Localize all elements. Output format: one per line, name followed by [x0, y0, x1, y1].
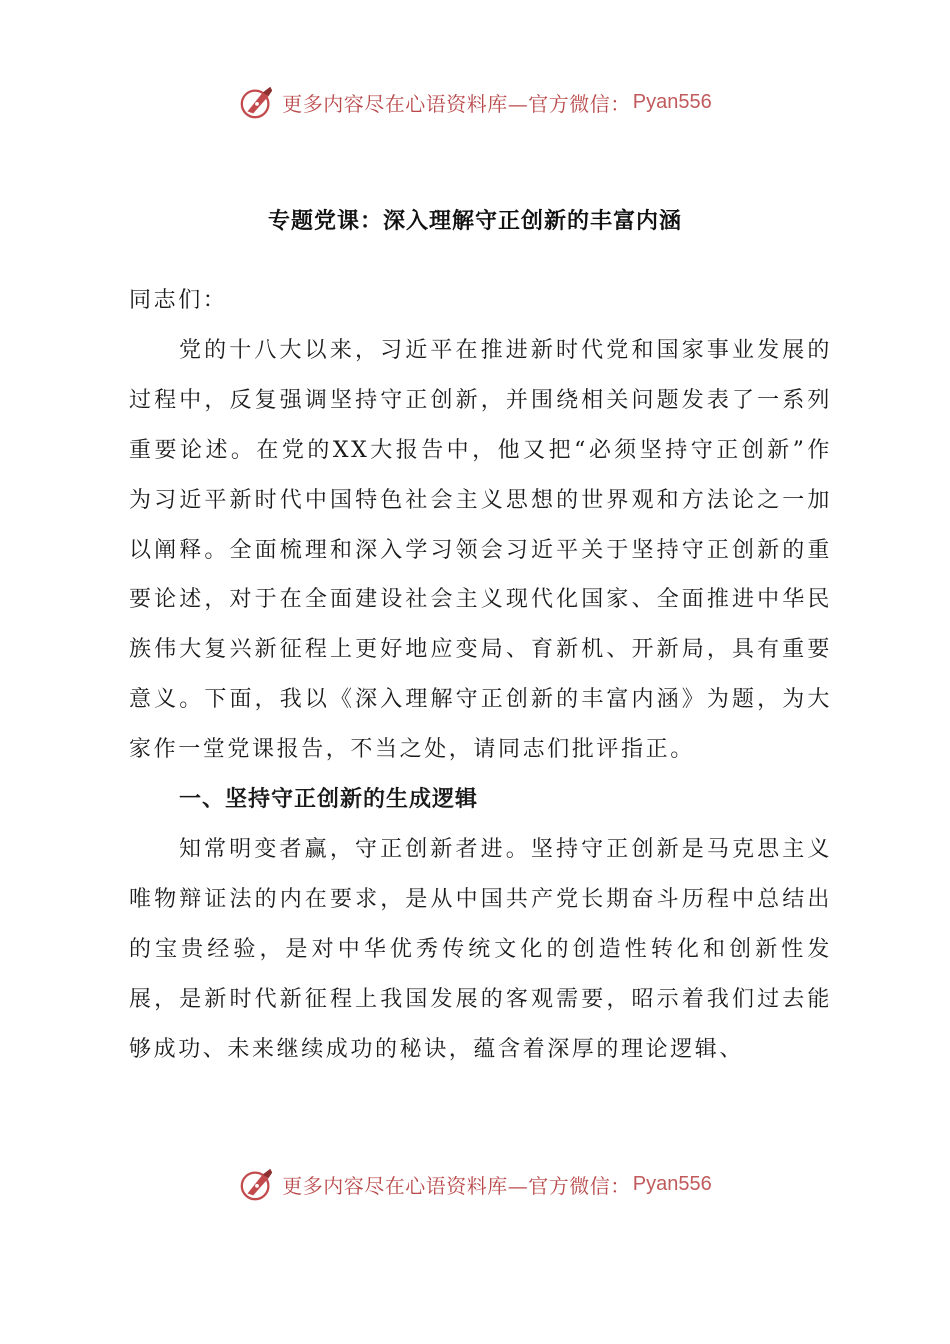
- wechat-account: Pyan556: [632, 90, 712, 113]
- pen-nib-logo-icon: [238, 1165, 276, 1203]
- paragraph: 党的十八大以来，习近平在推进新时代党和国家事业发展的过程中，反复强调坚持守正创新，并围绕相关问题发表了一系列重要论述。在党的XX大报告中，他又把“必须坚持守正创新”作为习近平新时代中国特色社会主义思想的世界观和方法论之一加以阐释。全面梳理和深入学习领会习近平关于坚持守正创新的重要论述，对于在全面建设社会主义现代化国家、全面推进中华民族伟大复兴新征程上更好地应变局、育新机、开新局，具有重要意义。下面，我以《深入理解守正创新的丰富内涵》为题，为大家作一堂党课报告，不当之处，请同志们批评指正。: [129, 337, 832, 763]
- document-body: [129, 276, 832, 1075]
- document-title: 专题党课：深入理解守正创新的丰富内涵: [267, 208, 682, 234]
- footer-banner: [0, 1162, 950, 1206]
- banner-text: 更多内容尽在心语资料库—官方微信：: [282, 91, 631, 116]
- header-banner: [0, 80, 950, 124]
- section-heading: 一、坚持守正创新的生成逻辑: [179, 786, 479, 813]
- wechat-account: Pyan556: [632, 1172, 712, 1195]
- pen-nib-logo-icon: [238, 83, 276, 121]
- salutation: 同志们：: [129, 288, 228, 313]
- banner-text: 更多内容尽在心语资料库—官方微信：: [282, 1173, 631, 1198]
- paragraph: 知常明变者赢，守正创新者进。坚持守正创新是马克思主义唯物辩证法的内在要求，是从中国共产党长期奋斗历程中总结出的宝贵经验，是对中华优秀传统文化的创造性转化和创新性发展，是新时代新征程上我国发展的客观需要，昭示着我们过去能够成功、未来继续成功的秘诀，蕴含着深厚的理论逻辑、: [129, 836, 832, 1062]
